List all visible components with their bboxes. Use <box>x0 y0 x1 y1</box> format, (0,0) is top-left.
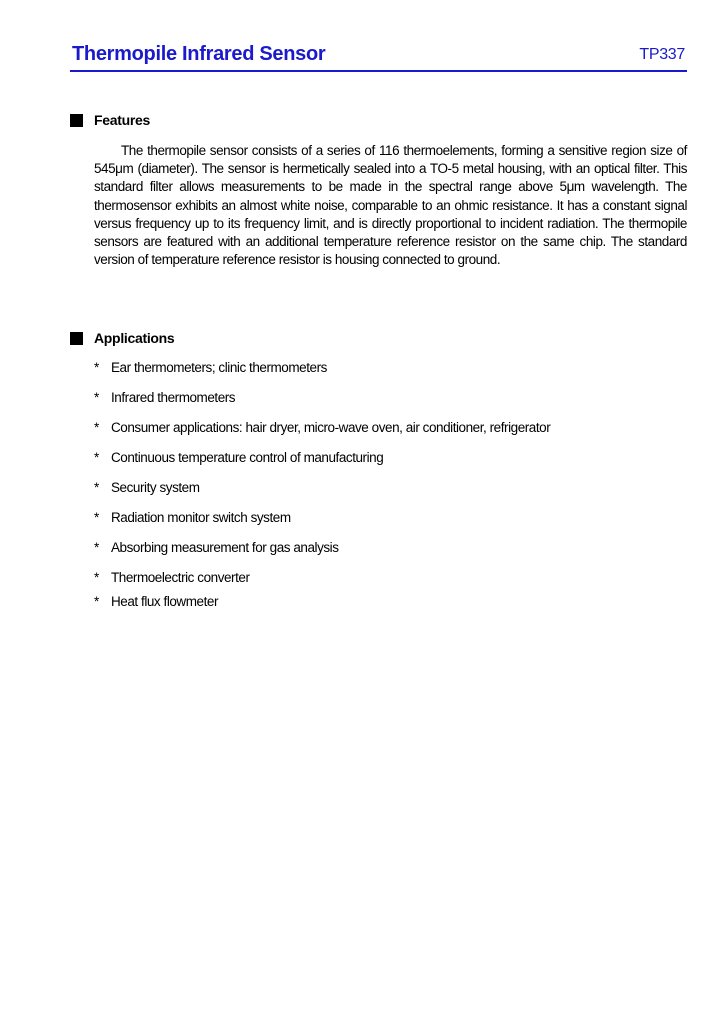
list-item <box>94 360 327 375</box>
list-item <box>94 480 200 495</box>
list-item-text: Heat flux flowmeter <box>111 594 218 609</box>
asterisk-bullet: * <box>94 420 99 435</box>
square-bullet-icon <box>70 114 83 127</box>
list-item-text: Radiation monitor switch system <box>111 510 291 525</box>
product-code: TP337 <box>639 46 685 63</box>
page-header <box>70 42 687 72</box>
features-heading: Features <box>94 112 150 128</box>
list-item-text: Continuous temperature control of manufacturing <box>111 450 384 465</box>
asterisk-bullet: * <box>94 594 99 609</box>
list-item-text: Consumer applications: hair dryer, micro-wave oven, air conditioner, refrigerator <box>111 420 551 435</box>
asterisk-bullet: * <box>94 540 99 555</box>
list-item-text: Ear thermometers; clinic thermometers <box>111 360 327 375</box>
applications-heading: Applications <box>94 330 175 346</box>
features-section-heading <box>70 111 150 129</box>
list-item-text: Thermoelectric converter <box>111 570 250 585</box>
list-item <box>94 420 550 435</box>
asterisk-bullet: * <box>94 480 99 495</box>
list-item <box>94 540 339 555</box>
list-item-text: Absorbing measurement for gas analysis <box>111 540 339 555</box>
asterisk-bullet: * <box>94 360 99 375</box>
page-title: Thermopile Infrared Sensor <box>72 43 326 65</box>
asterisk-bullet: * <box>94 570 99 585</box>
list-item <box>94 450 383 465</box>
asterisk-bullet: * <box>94 510 99 525</box>
list-item <box>94 594 218 609</box>
square-bullet-icon <box>70 332 83 345</box>
features-paragraph: The thermopile sensor consists of a series of 116 thermoelements, forming a sensitive region size of 545μm (diameter). The sensor is hermetically sealed into a TO-5 metal housing, with an optical filter. This standard filter allows measurements to be made in the spectral range above 5μm wavelength. The thermosensor exhibits an almost white noise, comparable to an ohmic resistance. It has a constant signal versus frequency up to its frequency limit, and is directly proportional to incident radiation. The thermopile sensors are featured with an additional temperature reference resistor on the same chip. The standard version of temperature reference resistor is housing connected to ground. <box>94 143 687 268</box>
applications-section-heading <box>70 329 174 347</box>
list-item <box>94 570 250 585</box>
list-item <box>94 510 291 525</box>
asterisk-bullet: * <box>94 390 99 405</box>
list-item <box>94 390 235 405</box>
list-item-text: Security system <box>111 480 200 495</box>
asterisk-bullet: * <box>94 450 99 465</box>
list-item-text: Infrared thermometers <box>111 390 236 405</box>
